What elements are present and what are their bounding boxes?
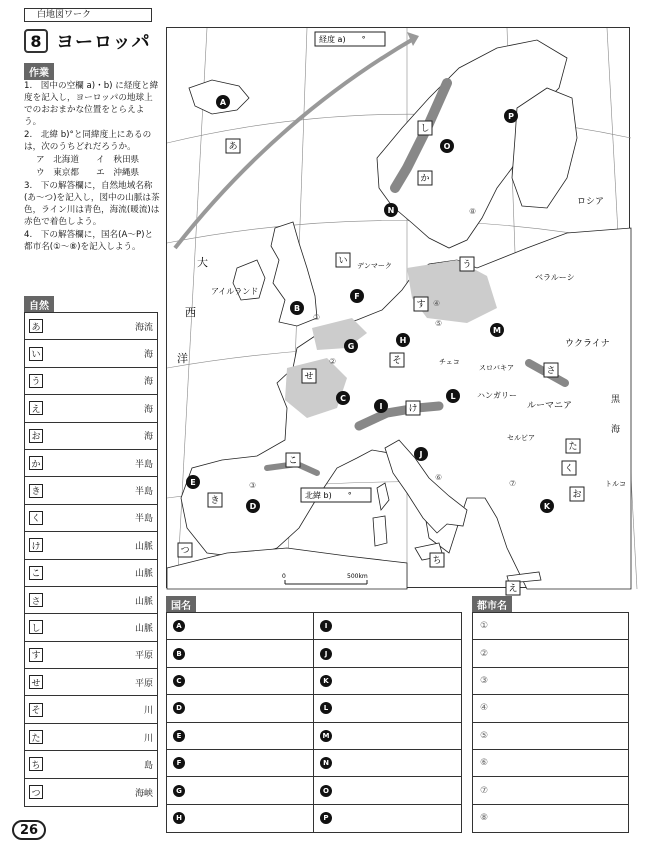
country-letter-badge: E	[173, 730, 185, 742]
feature-marker-kana: け	[408, 404, 418, 414]
name-belarus: ベラルーシ	[535, 273, 575, 282]
nature-key: し	[29, 620, 43, 634]
country-marker-letter: N	[387, 206, 395, 215]
nature-key: か	[29, 456, 43, 470]
city-marker: ⑥	[435, 473, 443, 482]
nature-key: い	[29, 347, 43, 361]
country-letter-badge: P	[320, 812, 332, 824]
feature-marker-kana: す	[416, 300, 426, 310]
page-title	[24, 27, 151, 55]
country-answer-cell[interactable]	[314, 695, 461, 722]
city-answer-row[interactable]: ⑦	[473, 777, 628, 804]
name-hungary: ハンガリー	[477, 391, 517, 400]
country-answer-table	[166, 612, 462, 833]
scale-end: 500km	[347, 573, 368, 580]
name-black-sea-1: 黒	[611, 395, 621, 405]
nature-row[interactable]	[25, 751, 157, 778]
nature-type: 海	[143, 350, 153, 361]
scale-zero: 0	[282, 573, 286, 580]
nature-type: 川	[143, 733, 153, 744]
name-serbia: セルビア	[507, 434, 535, 442]
feature-marker-kana: ち	[432, 556, 442, 566]
country-answer-cell[interactable]	[167, 613, 314, 640]
feature-marker-kana: お	[572, 490, 582, 500]
name-ocean-3: 洋	[177, 352, 188, 365]
country-marker-letter: L	[450, 392, 456, 401]
nature-key: さ	[29, 593, 43, 607]
nature-type: 海	[143, 377, 153, 388]
country-letter-badge: M	[320, 730, 332, 742]
worksheet-header-tag: 白地図ワーク	[24, 8, 152, 22]
nature-type: 半島	[134, 487, 153, 498]
country-letter-badge: H	[173, 812, 185, 824]
name-ocean-1: 大	[197, 256, 208, 269]
nature-type: 山脈	[134, 623, 153, 634]
country-answer-cell[interactable]	[314, 750, 461, 777]
nature-heading: 自然	[24, 296, 54, 313]
nature-row[interactable]	[25, 340, 157, 367]
nature-row[interactable]	[25, 477, 157, 504]
city-marker: ⑤	[435, 319, 443, 328]
city-answer-row[interactable]: ①	[473, 613, 628, 640]
country-marker-letter: J	[419, 450, 423, 459]
task-option: ア 北海道 イ 秋田県	[36, 155, 140, 165]
country-marker-letter: H	[399, 336, 407, 345]
nature-row[interactable]	[25, 614, 157, 641]
task-item: 2. 北緯 b)°と同緯度上にあるのは，次のうちどれだろうか。	[24, 130, 152, 152]
nature-key: せ	[29, 675, 43, 689]
nature-type: 海	[143, 404, 153, 415]
country-letter-badge: O	[320, 785, 332, 797]
feature-marker-kana: た	[568, 442, 578, 452]
task-item: 1. 図中の空欄 a)・b) に経度と緯度を記入し，ヨーロッパの地球上でのおおまかな位置をとらえよう。	[24, 81, 159, 127]
nature-type: 海峡	[134, 788, 153, 799]
task-list	[24, 80, 160, 254]
nature-type: 海流	[134, 322, 153, 333]
country-marker-letter: F	[354, 292, 360, 301]
country-marker-letter: A	[219, 98, 227, 107]
country-heading: 国名	[166, 596, 196, 613]
country-answer-cell[interactable]	[167, 668, 314, 695]
feature-marker-kana: そ	[392, 356, 402, 366]
nature-key: そ	[29, 703, 43, 717]
country-answer-cell[interactable]	[167, 695, 314, 722]
nature-type: 川	[143, 706, 153, 717]
country-marker-letter: B	[293, 304, 301, 313]
country-answer-cell[interactable]	[314, 723, 461, 750]
latitude-label: 北緯 b) °	[305, 491, 352, 500]
feature-marker-kana: う	[462, 260, 472, 270]
country-answer-cell[interactable]	[167, 723, 314, 750]
nature-type: 平原	[134, 678, 153, 689]
country-answer-cell[interactable]	[167, 640, 314, 667]
feature-marker-kana: つ	[180, 546, 190, 556]
nature-answer-table	[24, 312, 158, 807]
nature-key: う	[29, 374, 43, 388]
name-ocean-2: 西	[185, 306, 196, 319]
europe-map	[166, 27, 630, 594]
name-czech: チェコ	[439, 358, 460, 366]
nature-row[interactable]	[25, 505, 157, 532]
nature-row[interactable]	[25, 642, 157, 669]
feature-marker-kana: せ	[304, 372, 314, 382]
feature-marker-kana: き	[210, 496, 220, 506]
country-letter-badge: L	[320, 702, 332, 714]
name-slovakia: スロバキア	[479, 364, 514, 372]
nature-type: 平原	[134, 651, 153, 662]
city-answer-row[interactable]: ③	[473, 668, 628, 695]
nature-key: つ	[29, 785, 43, 799]
chapter-number: 8	[24, 29, 48, 53]
nature-key: あ	[29, 319, 43, 333]
longitude-label: 経度 a) °	[319, 35, 366, 44]
landmass	[167, 40, 631, 589]
nature-key: え	[29, 401, 43, 415]
city-answer-row[interactable]: ⑥	[473, 750, 628, 777]
country-letter-badge: D	[173, 702, 185, 714]
name-romania: ルーマニア	[527, 401, 573, 411]
feature-marker-kana: い	[338, 256, 348, 266]
task-option: ウ 東京都 エ 沖縄県	[36, 168, 140, 178]
chapter-title: ヨーロッパ	[56, 32, 151, 53]
feature-marker-kana: か	[420, 174, 430, 184]
nature-row[interactable]	[25, 696, 157, 723]
city-answer-row[interactable]: ④	[473, 695, 628, 722]
country-marker-letter: P	[508, 112, 514, 121]
country-answer-cell[interactable]	[167, 805, 314, 832]
name-denmark: デンマーク	[357, 262, 392, 270]
nature-row[interactable]	[25, 395, 157, 422]
name-russia: ロシア	[577, 197, 605, 207]
nature-row[interactable]	[25, 423, 157, 450]
nature-row[interactable]	[25, 450, 157, 477]
country-letter-badge: I	[320, 620, 332, 632]
country-marker-letter: M	[493, 326, 501, 335]
country-letter-badge: F	[173, 757, 185, 769]
city-marker: ①	[313, 313, 321, 322]
country-marker-letter: O	[443, 142, 451, 151]
nature-type: 山脈	[134, 541, 153, 552]
nature-type: 海	[143, 432, 153, 443]
country-marker-letter: C	[340, 394, 346, 403]
nature-key: こ	[29, 566, 43, 580]
city-answer-row[interactable]: ②	[473, 640, 628, 667]
country-marker-letter: D	[249, 502, 257, 511]
country-letter-badge: C	[173, 675, 185, 687]
nature-type: 半島	[134, 459, 153, 470]
nature-row[interactable]	[25, 313, 157, 340]
nature-key: お	[29, 429, 43, 443]
nature-key: け	[29, 538, 43, 552]
name-black-sea-2: 海	[611, 425, 621, 435]
task-item: 3. 下の解答欄に，自然地域名称(あ〜つ)を記入し，図中の山脈は茶色，ライン川は青色，海流(暖流)は赤色で着色しよう。	[24, 181, 160, 227]
country-answer-cell[interactable]	[314, 668, 461, 695]
city-answer-row[interactable]: ⑧	[480, 813, 489, 824]
name-ireland: アイルランド	[211, 287, 259, 296]
country-answer-cell[interactable]	[314, 805, 461, 832]
city-marker: ③	[249, 481, 257, 490]
nature-key: く	[29, 511, 43, 525]
name-turkey: トルコ	[605, 480, 626, 488]
nature-row[interactable]	[25, 368, 157, 395]
nature-row[interactable]	[25, 724, 157, 751]
nature-row[interactable]	[25, 532, 157, 559]
city-marker: ②	[329, 357, 337, 366]
europe-map-svg	[167, 28, 631, 594]
country-letter-badge: B	[173, 648, 185, 660]
city-heading: 都市名	[472, 596, 512, 613]
country-letter-badge: G	[173, 785, 185, 797]
country-answer-cell[interactable]	[314, 640, 461, 667]
country-letter-badge: N	[320, 757, 332, 769]
nature-row[interactable]	[25, 587, 157, 614]
country-letter-badge: J	[320, 648, 332, 660]
country-answer-cell[interactable]	[167, 777, 314, 804]
feature-marker-kana: し	[420, 124, 430, 134]
feature-marker-kana: あ	[228, 142, 238, 152]
nature-type: 山脈	[134, 596, 153, 607]
feature-marker-kana: こ	[288, 456, 298, 466]
ocean-current-arrow	[175, 32, 419, 248]
nature-type: 島	[143, 760, 153, 771]
nature-type: 半島	[134, 514, 153, 525]
nature-row[interactable]	[25, 560, 157, 587]
feature-marker-kana: さ	[546, 366, 556, 376]
nature-row[interactable]	[25, 669, 157, 696]
feature-marker-kana: く	[564, 464, 574, 474]
country-marker-letter: E	[190, 478, 196, 487]
country-marker-letter: K	[543, 502, 551, 511]
country-marker-letter: I	[379, 402, 383, 411]
name-ukraine: ウクライナ	[565, 339, 610, 349]
city-marker: ⑧	[469, 207, 477, 216]
nature-key: き	[29, 484, 43, 498]
country-letter-badge: K	[320, 675, 332, 687]
country-answer-cell[interactable]	[314, 777, 461, 804]
tasks-heading: 作業	[24, 63, 54, 80]
city-marker: ⑦	[509, 479, 517, 488]
page-number: 26	[12, 820, 46, 840]
city-answer-table	[472, 612, 629, 833]
nature-key: す	[29, 648, 43, 662]
nature-type: 山脈	[134, 569, 153, 580]
nature-row[interactable]	[25, 779, 157, 806]
task-item: 4. 下の解答欄に，国名(A〜P)と都市名(①〜⑧)を記入しよう。	[24, 230, 154, 252]
country-answer-cell[interactable]	[167, 750, 314, 777]
nature-key: た	[29, 730, 43, 744]
country-answer-cell[interactable]	[314, 613, 461, 640]
nature-key: ち	[29, 757, 43, 771]
country-marker-letter: G	[347, 342, 355, 351]
country-letter-badge: A	[173, 620, 185, 632]
feature-marker-kana: え	[508, 584, 518, 594]
city-marker: ④	[433, 299, 441, 308]
city-answer-row[interactable]: ⑤	[473, 723, 628, 750]
